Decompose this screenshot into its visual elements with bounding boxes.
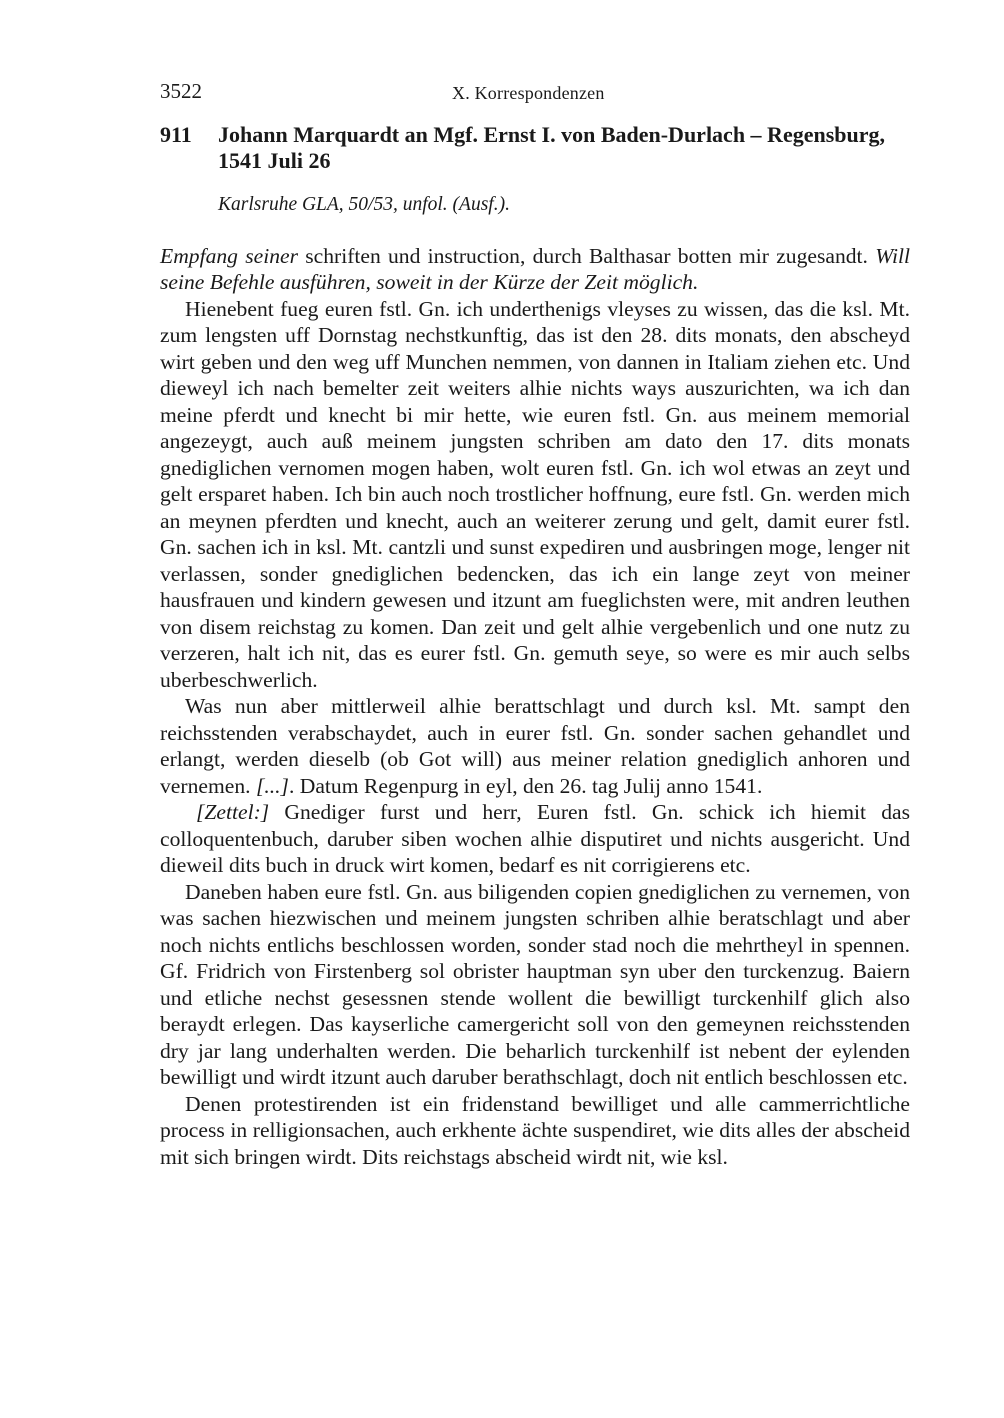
paragraph-3: Daneben haben eure fstl. Gn. aus biligenden copien gnediglichen zu vernemen, von was sachen hiezwischen und meinem jungsten schriben alhie beratschlagt und aber noch nichts entlichs beschlossen worden, sonder stad noch die mehrtheyl in spennen. Gf. Fridrich von Firstenberg sol obrister hauptman syn uber den turckenzug. Baiern und etliche nechst gesessnen stende wollent die bewilligt turckenhilf glich also beraydt erlegen. Das kayserliche camergericht soll von den gemeynen reichsstenden dry jar lang underhalten werden. Die beharlich turckenhilf ist nebent der eylenden bewilligt und wirdt itzunt auch daruber berathschlagt, doch nit entlich beschlossen etc. [160,879,910,1089]
document-title: Johann Marquardt an Mgf. Ernst I. von Baden-Durlach – Regensburg, 1541 Juli 26 [218,122,886,173]
paragraph-1: Hienebent fueg euren fstl. Gn. ich underthenigs vleyses zu wissen, das die ksl. Mt. zum lengsten uff Dornstag nechstkunftig, das ist den 28. dits monats, den abscheyd wirt geben und den weg uff Munchen nemmen, von dannen in Italiam ziehen etc. Und dieweyl ich nach bemelter zeit weiters alhie nichts ways auszurichten, wa ich dan meine pferdt und knecht bi mir hette, wie euren fstl. Gn. aus meinem memorial angezeygt, auch auß meinem jungsten schriben am dato den 17. dits monats gnediglichen vernomen mogen haben, wolt euren fstl. Gn. ich wol etwas an zeyt und gelt ersparet haben. Ich bin auch noch trostlicher hoffnung, eure fstl. Gn. werden mich an meynen pferdten und knecht, auch an weiterer zerung und gelt, damit eurer fstl. Gn. sachen ich in ksl. Mt. cantzli und sunst expediren und ausbringen moge, lenger nit verlassen, sonder gnediglichen bedencken, das ich ein lange zeyt von meiner hausfrauen und kindern gewesen und itzunt am fueglichsten were, mit andren leuthen von disem reichstag zu komen. Dan zeit und gelt alhie vergebenlich und one nutz zu verzeren, halt ich nit, das es eurer fstl. Gn. gemuth seye, so were es mir auch selbs uberbeschwerlich. [160,296,910,692]
section-title: X. Korrespondenzen [452,83,605,103]
document-number: 911 [160,122,192,147]
omission-mark: [...] [255,773,289,798]
document-body [160,243,910,1171]
page-number: 3522 [160,79,202,103]
archival-source: Karlsruhe GLA, 50/53, unfol. (Ausf.). [218,194,510,215]
summary-italic-start: Empfang seiner [160,243,298,268]
document-heading [160,122,910,174]
paragraph-2-text: Was nun aber mittlerweil alhie berattschlagt und durch ksl. Mt. sampt den reichsstenden verabschaydet, auch in eurer fstl. Gn. sonder sachen gehandlet und erlangt, werden dieselb (ob Got will) aus meiner relation gnediglich anhoren und vernemen. [160,694,910,798]
paragraph-4: Denen protestirenden ist ein fridenstand bewilliget und alle cammerrichtliche process in relligionsachen, auch erkhente ächte suspendiret, wie dits alles der abscheid mit sich bringen wirdt. Dits reichstags abscheid wirdt nit, wie ksl. [160,1091,910,1169]
zettel-label: [Zettel:] [196,800,270,824]
running-header [160,74,910,104]
paragraph-2 [160,693,910,799]
zettel-paragraph [160,799,910,879]
summary-italic-end: Will seine Befehle ausführen, soweit in der Kürze der Zeit möglich. [160,243,910,294]
paragraph-2-dating: . Datum Regenpurg in eyl, den 26. tag Julij anno 1541. [288,773,763,798]
document-page [160,74,910,1170]
editorial-summary [160,243,910,296]
zettel-text: Gnediger furst und herr, Euren fstl. Gn. schick ich hiemit das colloquentenbuch, daruber siben wochen alhie disputiret und nichts ausgericht. Und dieweil dits buch in druck wirt komen, bedarf es nit corrigierens etc. [160,800,910,877]
summary-plain: schriften und instruction, durch Balthasar botten mir zugesandt. [297,243,876,268]
